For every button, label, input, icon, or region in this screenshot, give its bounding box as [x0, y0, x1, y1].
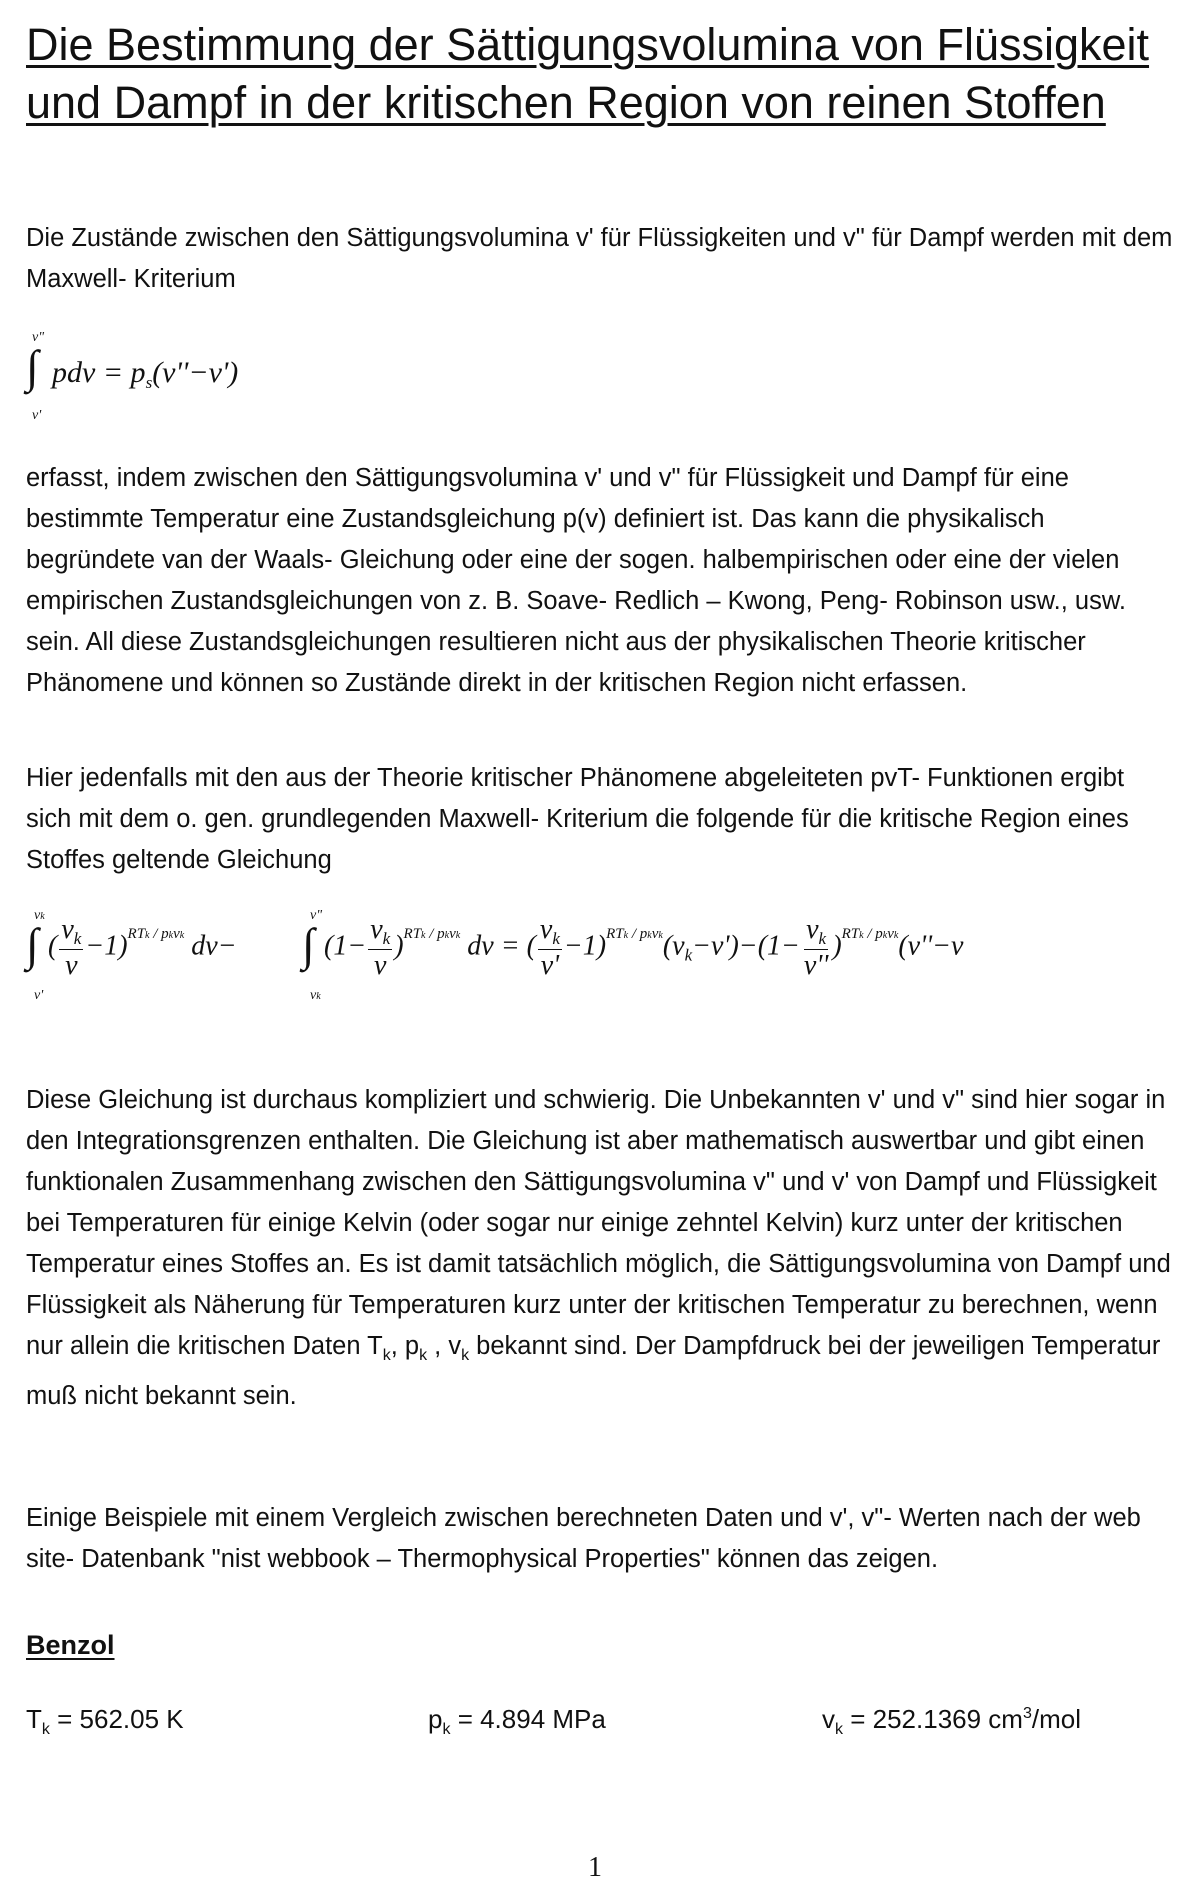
eq2-integral-sign-2: ∫ [302, 919, 315, 970]
eq1-integral-sign: ∫ [26, 341, 39, 392]
critical-pressure: $p_k = 4.894$ MPa [428, 1704, 606, 1738]
critical-data-inline: $T_k$, $p_k$ , $v_k$ bekannt sind. Der Dampfdruck bei der jeweiligen Temperatur muß nicht bekannt sein. [26, 1332, 1161, 1410]
body-paragraph-2: erfasst, indem zwischen den Sättigungsvolumina v' und v" für Flüssigkeit und Dampf für eine bestimmte Temperatur eine Zustandsgleichung p(v) definiert ist. Das kann die physikalisch begründete van der Waals- Gleichung oder eine der sogen. halbempirischen oder eine der vielen empirischen Zustandsgleichungen von z. B. Soave- Redlich – Kwong, Peng- Robinson usw., usw. sein. All diese Zustandsgleichungen resultieren nicht aus der physikalischen Theorie kritischer Phänomene und können so Zustände direkt in der kritischen Region nicht erfassen. [26, 464, 1126, 697]
critical-temperature: $T_k = 562.05$ K [26, 1704, 184, 1738]
eq1-body: pdv = $p_s(v''-v')$ [52, 356, 239, 392]
intro-paragraph: Die Zustände zwischen den Sättigungsvolumina v' für Flüssigkeiten und v" für Dampf werden mit dem Maxwell- Kriterium [26, 224, 1173, 293]
eq2-int2-lower: vk [310, 988, 321, 1003]
eq1-lower-limit: v' [32, 408, 42, 423]
eq2-integral-sign-1: ∫ [26, 919, 39, 970]
eq2-int1-lower: v' [34, 988, 44, 1003]
page-number: 1 [588, 1852, 602, 1883]
eq2-term-a: ( $\frac{v_k}{v}$ −1)$^{RTk / pkvk}$ dv− [48, 914, 237, 981]
eq2-term-b: (1− $\frac{v_k}{v}$ )$^{RTk / pkvk}$ dv = ( $\frac{v_k}{v'}$ $-1)^{RTk / pkvk}(v_k-v')-(1-$ $\frac{v_k}{v''}$ )$^{RTk / pkvk}$(v''−v [324, 914, 964, 981]
eq1-upper-limit: v" [32, 330, 45, 345]
document-title: Die Bestimmung der Sättigungsvolumina von Flüssigkeit und Dampf in der kritischen Region von reinen Stoffen [26, 19, 1150, 128]
eq2-int1-upper: vk [34, 908, 45, 923]
body-paragraph-5: Einige Beispiele mit einem Vergleich zwischen berechneten Daten und v', v"- Werten nach der web site- Datenbank "nist webbook – Thermophysical Properties" können das zeigen. [26, 1504, 1141, 1573]
body-paragraph-4-text: Diese Gleichung ist durchaus kompliziert und schwierig. Die Unbekannten v' und v" sind hier sogar in den Integrationsgrenzen enthalten. Die Gleichung ist aber mathematisch auswertbar und gibt einen funktionalen Zusammenhang zwischen den Sättigungsvolumina v" und v' von Dampf und Flüssigkeit bei Temperaturen für einige Kelvin (oder sogar nur einige zehntel Kelvin) kurz unter der kritischen Temperatur eines Stoffes an. Es ist damit tatsächlich möglich, die Sättigungsvolumina von Dampf und Flüssigkeit als Näherung für Temperaturen kurz unter der kritischen Temperatur zu berechnen, wenn nur allein die kritischen Daten [26, 1086, 1171, 1360]
body-paragraph-4 [26, 1080, 1176, 1417]
section-heading-benzol: Benzol [26, 1630, 115, 1660]
critical-volume: $v_k = 252.1369$ $cm^3$/mol [822, 1704, 1081, 1738]
body-paragraph-3: Hier jedenfalls mit den aus der Theorie kritischer Phänomene abgeleiteten pvT- Funktionen ergibt sich mit dem o. gen. grundlegenden Maxwell- Kriterium die folgende für die kritische Region eines Stoffes geltende Gleichung [26, 764, 1129, 874]
eq2-int2-upper: v" [310, 908, 323, 923]
